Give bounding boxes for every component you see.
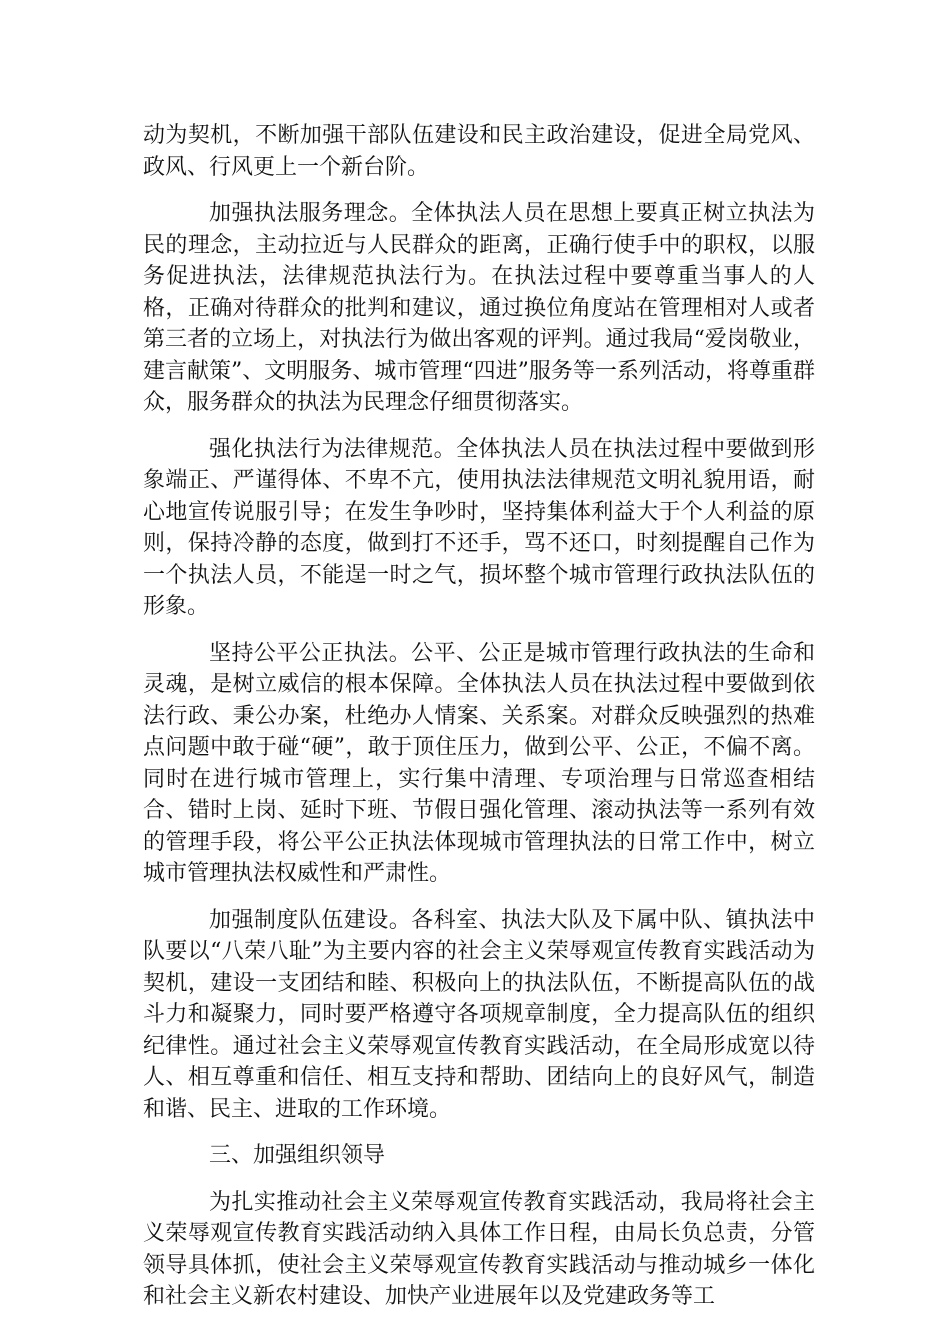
paragraph-fair-enforcement: 坚持公平公正执法。公平、公正是城市管理行政执法的生命和灵魂，是树立威信的根本保障。全体执法人员在执法过程中要做到依法行政、秉公办案，杜绝办人情案、关系案。对群众反映强烈的热难点问题中敢于碰“硬”，敢于顶住压力，做到公平、公正，不偏不离。同时在进行城市管理上，实行集中清理、专项治理与日常巡查相结合、错时上岗、延时下班、节假日强化管理、滚动执法等一系列有效的管理手段，将公平公正执法体现城市管理执法的日常工作中，树立城市管理执法权威性和严肃性。 <box>143 640 815 886</box>
paragraph-organization-leadership: 为扎实推动社会主义荣辱观宣传教育实践活动，我局将社会主义荣辱观宣传教育实践活动纳入具体工作日程，由局长负总责，分管领导具体抓，使社会主义荣辱观宣传教育实践活动与推动城乡一体化和社会主义新农村建设、加快产业进展年以及党建政务等工 <box>143 1189 815 1309</box>
paragraph-service-concept: 加强执法服务理念。全体执法人员在思想上要真正树立执法为民的理念，主动拉近与人民群众的距离，正确行使手中的职权，以服务促进执法，法律规范执法行为。在执法过程中要尊重当事人的人格，正确对待群众的批判和建议，通过换位角度站在管理相对人或者第三者的立场上，对执法行为做出客观的评判。通过我局“爱岗敬业，建言献策”、文明服务、城市管理“四进”服务等一系列活动，将尊重群众，服务群众的执法为民理念仔细贯彻落实。 <box>143 201 815 415</box>
paragraph-continuation: 动为契机，不断加强干部队伍建设和民主政治建设，促进全局党风、政风、行风更上一个新台阶。 <box>143 123 815 180</box>
document-body <box>143 120 815 1328</box>
paragraph-law-enforcement-norms: 强化执法行为法律规范。全体执法人员在执法过程中要做到形象端正、严谨得体、不卑不亢，使用执法法律规范文明礼貌用语，耐心地宣传说服引导；在发生争吵时，坚持集体利益大于个人利益的原则，保持冷静的态度，做到打不还手，骂不还口，时刻提醒自己作为一个执法人员，不能逞一时之气，损坏整个城市管理行政执法队伍的形象。 <box>143 436 815 619</box>
paragraph-team-building: 加强制度队伍建设。各科室、执法大队及下属中队、镇执法中队要以“八荣八耻”为主要内容的社会主义荣辱观宣传教育实践活动为契机，建设一支团结和睦、积极向上的执法队伍，不断提高队伍的战斗力和凝聚力，同时要严格遵守各项规章制度，全力提高队伍的组织纪律性。通过社会主义荣辱观宣传教育实践活动，在全局形成宽以待人、相互尊重和信任、相互支持和帮助、团结向上的良好风气，制造和谐、民主、进取的工作环境。 <box>143 907 815 1122</box>
section-heading-organization: 三、加强组织领导 <box>209 1143 386 1168</box>
